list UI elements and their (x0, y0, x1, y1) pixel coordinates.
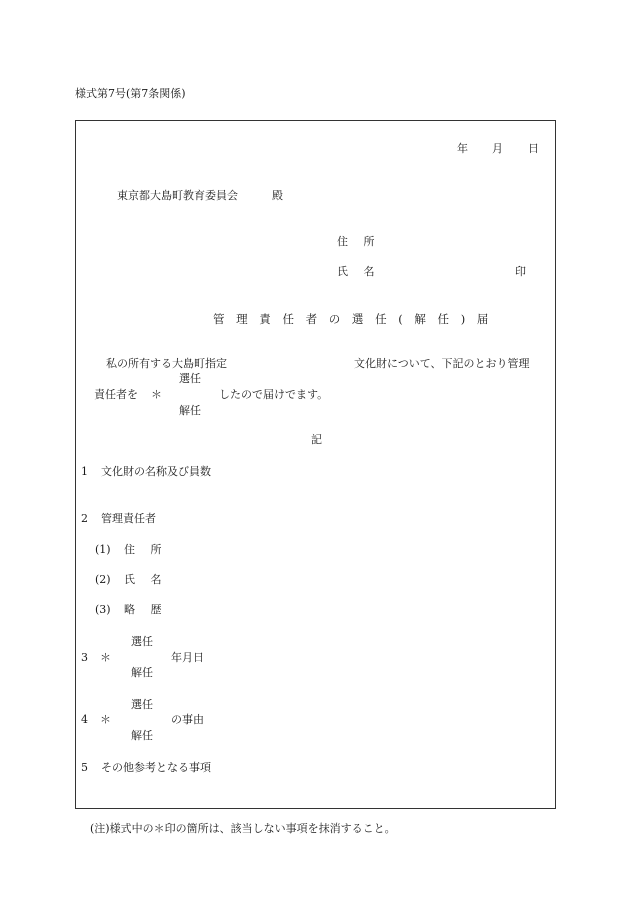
date-day: 日 (528, 142, 539, 155)
item1-number: 1 (81, 465, 88, 478)
item3-appoint-option: 選任 (131, 635, 153, 648)
item2-label: 管理責任者 (101, 512, 156, 525)
body-appoint-option: 選任 (179, 372, 201, 385)
body-line1-start: 私の所有する大島町指定 (106, 357, 227, 370)
addressee-name: 東京都大島町教育委員会 (117, 189, 238, 202)
item1-label: 文化財の名称及び員数 (101, 465, 211, 478)
footnote: (注)様式中の＊印の箇所は、該当しない事項を抹消すること。 (90, 822, 396, 835)
body-line2-start: 責任者を (94, 388, 138, 401)
item3-label: 年月日 (171, 651, 204, 664)
item4-label: の事由 (171, 713, 204, 726)
applicant-name-label: 氏 名 (337, 265, 381, 278)
item2-sub1-number: (1) (95, 543, 111, 556)
seal-mark: 印 (515, 265, 526, 278)
item2-sub2-label: 氏 名 (124, 573, 168, 586)
document-title: 管 理 責 任 者 の 選 任 ( 解 任 ) 届 (213, 312, 493, 326)
applicant-address-label: 住 所 (337, 235, 381, 248)
item2-sub1-label: 住 所 (124, 543, 168, 556)
item4-dismiss-option: 解任 (131, 729, 153, 742)
item2-number: 2 (81, 512, 88, 525)
date-year: 年 (457, 142, 468, 155)
item4-number: 4 (81, 713, 88, 726)
body-dismiss-option: 解任 (179, 404, 201, 417)
ki-heading: 記 (311, 433, 322, 446)
item4-appoint-option: 選任 (131, 698, 153, 711)
item5-number: 5 (81, 761, 88, 774)
item3-dismiss-option: 解任 (131, 666, 153, 679)
body-line1-end: 文化財について、下記のとおり管理 (354, 357, 530, 370)
item4-asterisk: ＊ (100, 713, 111, 726)
item2-sub3-number: (3) (95, 603, 111, 616)
item2-sub3-label: 略 歴 (124, 603, 168, 616)
item3-number: 3 (81, 651, 88, 664)
body-asterisk: ＊ (151, 388, 162, 401)
form-number-label: 様式第7号(第7条関係) (75, 87, 186, 100)
item5-label: その他参考となる事項 (101, 761, 211, 774)
item3-asterisk: ＊ (100, 651, 111, 664)
item2-sub2-number: (2) (95, 573, 111, 586)
addressee-honorific: 殿 (272, 189, 283, 202)
body-line2-end: したので届けでます。 (219, 388, 329, 401)
date-month: 月 (492, 142, 503, 155)
